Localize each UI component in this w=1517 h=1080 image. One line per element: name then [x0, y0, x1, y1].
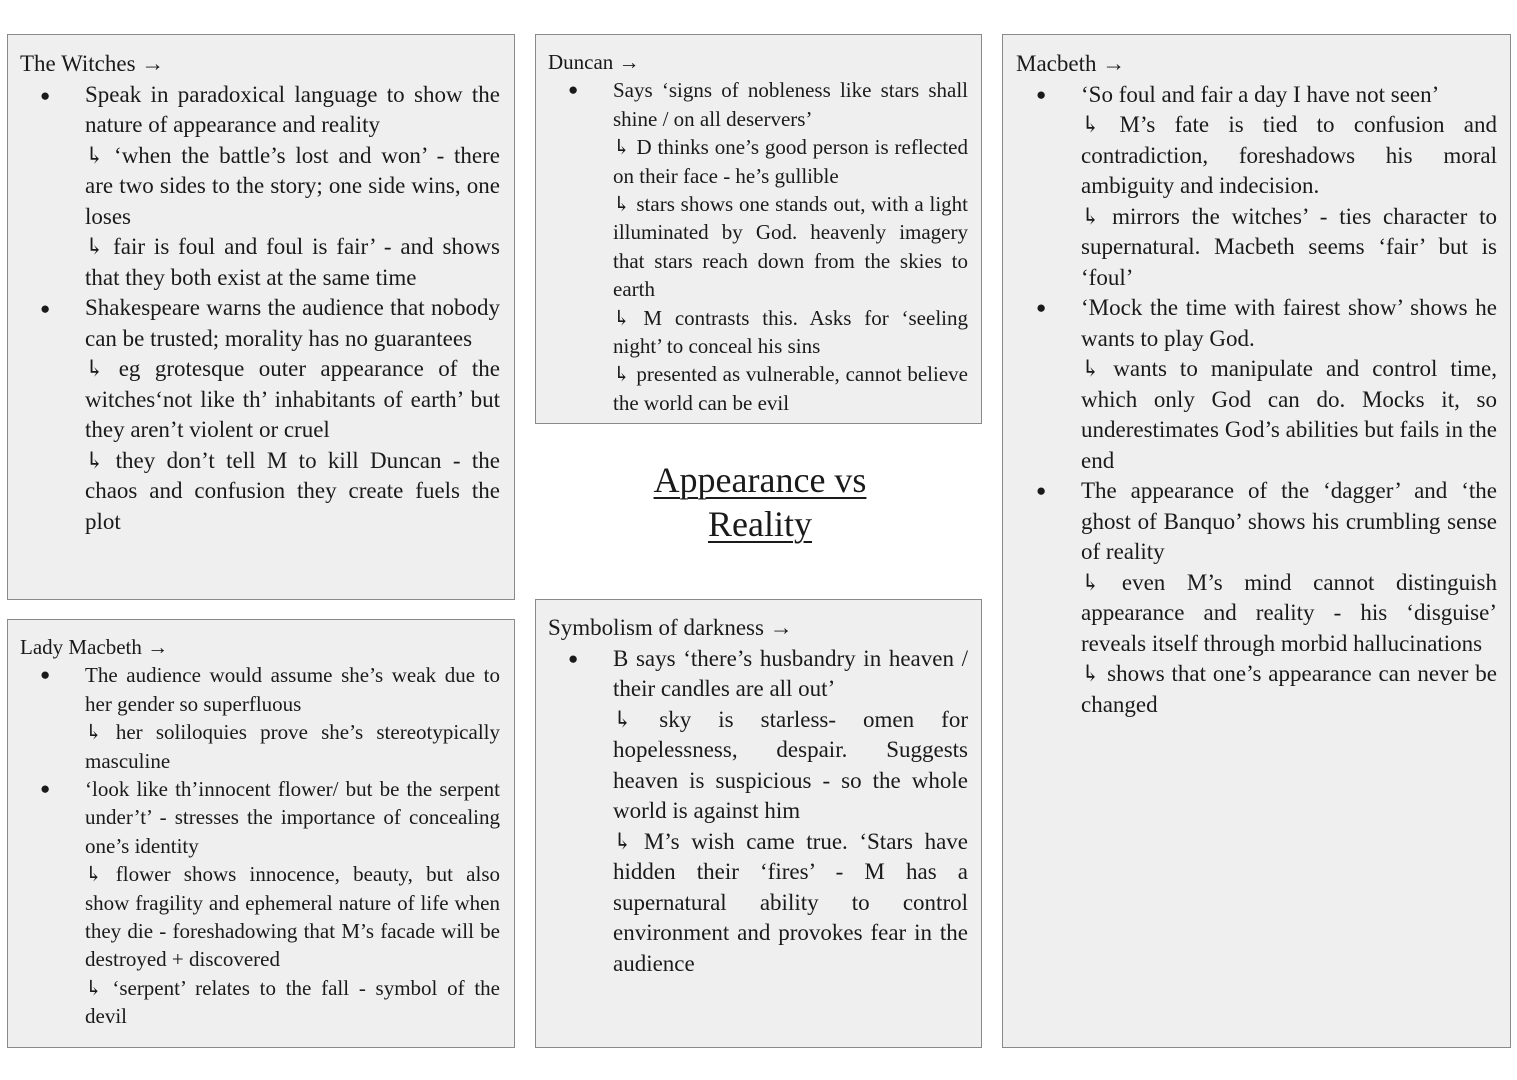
witches-point-1-main: ● Speak in paradoxical language to show the nature of appearance and reality: [85, 81, 500, 137]
witches-point-2-sub-2: ↳ they don’t tell M to kill Duncan - the chaos and confusion they create fuels the plot: [85, 447, 500, 534]
darkness-title: Symbolism of darkness →: [548, 615, 793, 640]
lady-macbeth-box: [7, 619, 515, 1048]
macbeth-point-1: [1016, 80, 1497, 294]
darkness-point-1-main: ● B says ‘there’s husbandry in heaven / their candles are all out’: [613, 645, 968, 701]
duncan-point-1-sub-2: ↳ stars shows one stands out, with a light illuminated by God. heavenly imagery that stars reach down from the skies to earth: [613, 192, 968, 302]
lady-macbeth-point-2-main: ● ‘look like th’innocent flower/ but be the serpent under’t’ - stresses the importance of concealing one’s identity: [85, 777, 500, 858]
macbeth-title: Macbeth →: [1016, 51, 1126, 76]
darkness-points: [548, 644, 968, 980]
witches-points: [20, 80, 500, 538]
witches-point-1-sub-1: ↳ ‘when the battle’s lost and won’ - there are two sides to the story; one side wins, one loses: [85, 142, 500, 229]
duncan-title: Duncan →: [548, 50, 640, 74]
darkness-point-1-sub-2: ↳ M’s wish came true. ‘Stars have hidden their ‘fires’ - M has a supernatural ability to control environment and provokes fear in the audience: [613, 828, 968, 976]
lady-macbeth-points: [20, 661, 500, 1030]
witches-title: The Witches →: [20, 51, 165, 76]
page-title-line-2: Reality: [708, 504, 812, 544]
lady-macbeth-title: Lady Macbeth →: [20, 635, 169, 659]
page-title-line-1: Appearance vs: [653, 460, 867, 500]
macbeth-point-1-sub-2: ↳ mirrors the witches’ - ties character to supernatural. Macbeth seems ‘fair’ but is ‘foul’: [1081, 203, 1497, 290]
macbeth-point-2-main: ● ‘Mock the time with fairest show’ shows he wants to play God.: [1081, 295, 1497, 351]
lady-macbeth-point-2-sub-1: ↳ flower shows innocence, beauty, but also show fragility and ephemeral nature of life when they die - foreshadowing that M’s facade will be destroyed + discovered: [85, 862, 500, 972]
darkness-point-1: [548, 644, 968, 980]
lady-macbeth-point-1: [20, 661, 500, 775]
witches-box: [7, 34, 515, 600]
witches-point-1: [20, 80, 500, 294]
macbeth-point-3-sub-2: ↳ shows that one’s appearance can never be changed: [1081, 661, 1497, 717]
macbeth-points: [1016, 80, 1497, 721]
macbeth-box: [1002, 34, 1511, 1048]
witches-point-1-sub-2: ↳ fair is foul and foul is fair’ - and shows that they both exist at the same time: [85, 234, 500, 290]
darkness-box: [535, 599, 982, 1048]
duncan-point-1-main: ● Says ‘signs of nobleness like stars shall shine / on all deservers’: [613, 78, 968, 131]
witches-point-2-main: ● Shakespeare warns the audience that nobody can be trusted; morality has no guarantees: [85, 295, 500, 351]
macbeth-point-1-main: ● ‘So foul and fair a day I have not seen’: [1081, 81, 1440, 107]
duncan-box: [535, 34, 982, 424]
macbeth-point-3-sub-1: ↳ even M’s mind cannot distinguish appearance and reality - his ‘disguise’ reveals itself through morbid hallucinations: [1081, 569, 1497, 656]
duncan-points: [548, 76, 968, 417]
lady-macbeth-point-1-sub-1: ↳ her soliloquies prove she’s stereotypically masculine: [85, 720, 500, 773]
macbeth-point-2-sub-1: ↳ wants to manipulate and control time, which only God can do. Mocks it, so underestimates God’s abilities but fails in the end: [1081, 356, 1497, 473]
macbeth-point-3-main: ● The appearance of the ‘dagger’ and ‘the ghost of Banquo’ shows his crumbling sense of reality: [1081, 478, 1497, 564]
lady-macbeth-point-2: [20, 775, 500, 1031]
lady-macbeth-point-1-main: ● The audience would assume she’s weak due to her gender so superfluous: [85, 663, 500, 716]
duncan-point-1-sub-4: ↳ presented as vulnerable, cannot believe the world can be evil: [613, 362, 968, 415]
macbeth-point-2: [1016, 293, 1497, 476]
witches-point-2: [20, 293, 500, 537]
lady-macbeth-point-2-sub-2: ↳ ‘serpent’ relates to the fall - symbol of the devil: [85, 975, 500, 1029]
macbeth-point-3: [1016, 476, 1497, 720]
duncan-point-1-sub-3: ↳ M contrasts this. Asks for ‘seeling night’ to conceal his sins: [613, 305, 968, 359]
duncan-point-1: [548, 76, 968, 417]
darkness-point-1-sub-1: ↳ sky is starless- omen for hopelessness, despair. Suggests heaven is suspicious - so the whole world is against him: [613, 706, 968, 823]
macbeth-point-1-sub-1: ↳ M’s fate is tied to confusion and contradiction, foreshadows his moral ambiguity and indecision.: [1081, 112, 1497, 198]
duncan-point-1-sub-1: ↳ D thinks one’s good person is reflected on their face - he’s gullible: [613, 135, 968, 188]
witches-point-2-sub-1: ↳ eg grotesque outer appearance of the witches‘not like th’ inhabitants of earth’ but they aren’t violent or cruel: [85, 356, 500, 442]
page-title: [610, 458, 910, 546]
